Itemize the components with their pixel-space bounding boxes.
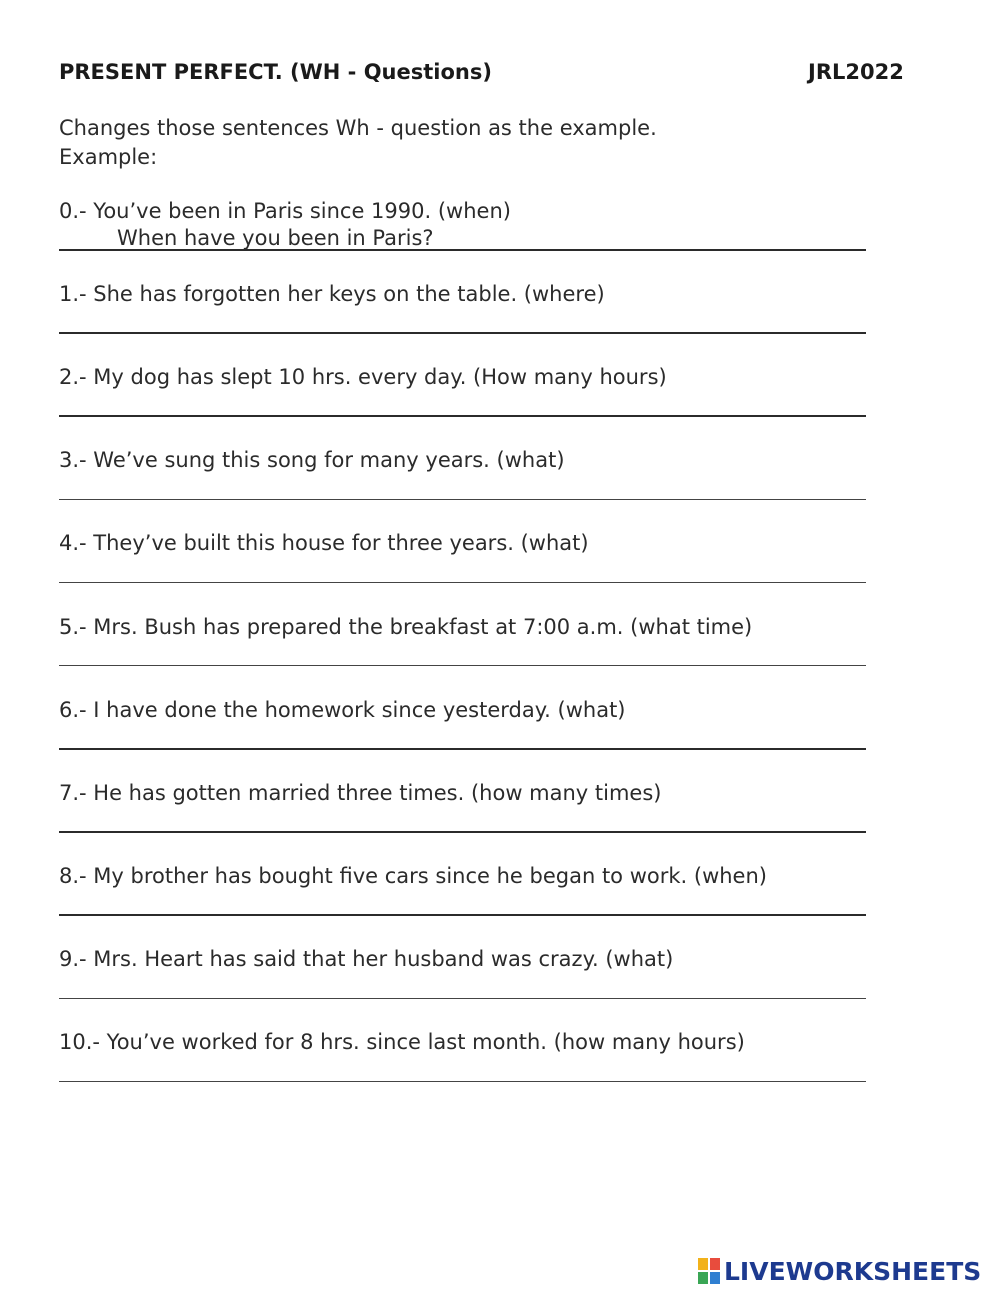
answer-line-1[interactable] [59,332,866,334]
question-9: 9.- Mrs. Heart has said that her husband was crazy. (what) [59,947,674,971]
answer-line-5[interactable] [59,665,866,666]
answer-line-9[interactable] [59,998,866,999]
answer-line-7[interactable] [59,831,866,833]
answer-line-3[interactable] [59,499,866,500]
question-3: 3.- We’ve sung this song for many years. (what) [59,448,565,472]
logo-square-icon [698,1272,708,1284]
question-6: 6.- I have done the homework since yesterday. (what) [59,698,626,722]
example-question: 0.- You’ve been in Paris since 1990. (when) [59,199,511,223]
answer-line-10[interactable] [59,1081,866,1082]
logo-square-icon [698,1258,708,1270]
answer-line-2[interactable] [59,415,866,417]
logo-text: LIVEWORKSHEETS [724,1256,982,1286]
liveworksheets-logo[interactable] [698,1256,981,1286]
answer-line-6[interactable] [59,748,866,750]
question-7: 7.- He has gotten married three times. (how many times) [59,781,662,805]
worksheet-title: PRESENT PERFECT. (WH - Questions) [59,60,492,84]
question-1: 1.- She has forgotten her keys on the table. (where) [59,282,605,306]
question-8: 8.- My brother has bought five cars since he began to work. (when) [59,864,767,888]
instruction-text: Changes those sentences Wh - question as the example. [59,116,657,140]
question-10: 10.- You’ve worked for 8 hrs. since last month. (how many hours) [59,1030,745,1054]
example-answer: When have you been in Paris? [117,226,434,250]
worksheet-code: JRL2022 [808,60,904,84]
logo-square-icon [710,1272,720,1284]
logo-square-icon [710,1258,720,1270]
answer-line-4[interactable] [59,582,866,583]
question-2: 2.- My dog has slept 10 hrs. every day. (How many hours) [59,365,667,389]
answer-line-8[interactable] [59,914,866,916]
question-5: 5.- Mrs. Bush has prepared the breakfast at 7:00 a.m. (what time) [59,615,753,639]
logo-mark-icon [698,1258,720,1284]
example-answer-line [59,249,866,251]
example-label: Example: [59,145,158,169]
question-4: 4.- They’ve built this house for three years. (what) [59,531,589,555]
